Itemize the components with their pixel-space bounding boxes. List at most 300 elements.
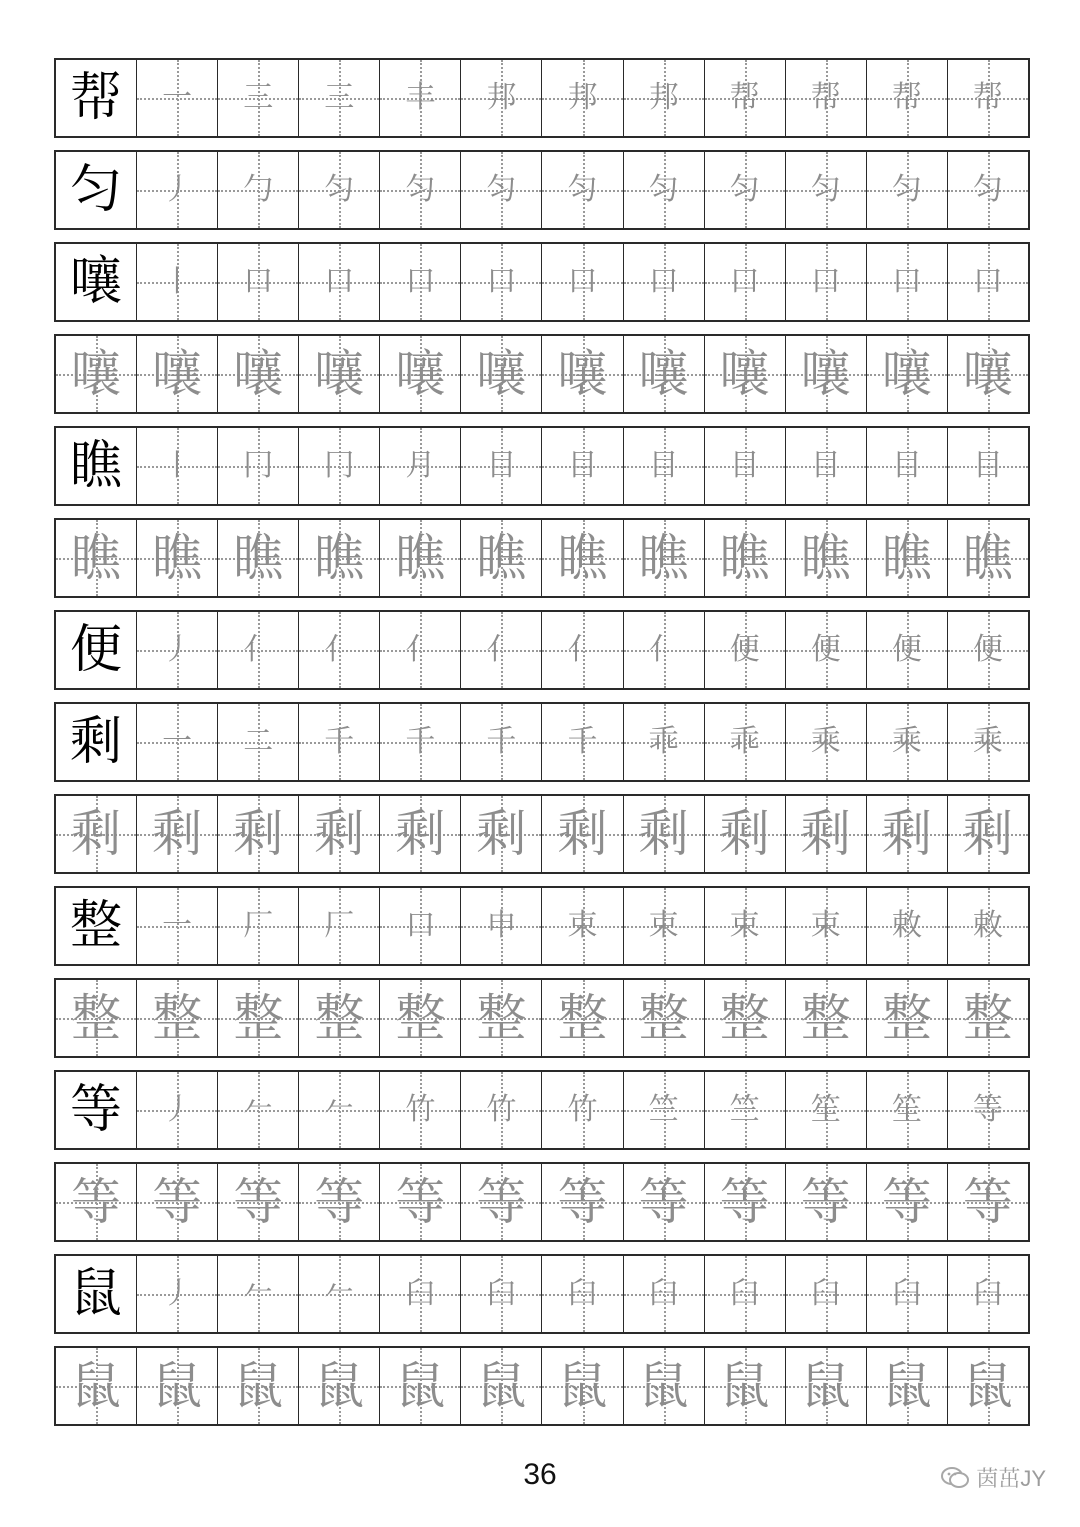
writing-grid-cell — [785, 1072, 866, 1148]
model-character-cell — [56, 428, 136, 504]
stroke-order-step: 束 — [729, 908, 760, 943]
model-character-cell — [56, 888, 136, 964]
stroke-order-step: 便 — [891, 632, 922, 667]
writing-grid-cell — [704, 1072, 785, 1148]
writing-grid-cell — [217, 152, 298, 228]
trace-character: 鼠 — [881, 1357, 932, 1415]
trace-character: 剩 — [638, 805, 689, 863]
writing-grid-cell — [379, 152, 460, 228]
trace-character: 嚷 — [233, 345, 284, 403]
practice-row — [54, 610, 1030, 690]
trace-character: 等 — [557, 1173, 608, 1231]
stroke-order-step: 敕 — [972, 908, 1003, 943]
practice-row — [54, 978, 1030, 1058]
stroke-order-step: 敕 — [891, 908, 922, 943]
writing-grid-cell — [866, 60, 947, 136]
model-character-cell — [56, 152, 136, 228]
stroke-order-step: 帮 — [729, 80, 760, 115]
writing-grid-cell — [866, 1072, 947, 1148]
stroke-order-step: 冂 — [243, 448, 274, 483]
trace-character: 剩 — [152, 805, 203, 863]
writing-grid-cell — [704, 152, 785, 228]
trace-character: 等 — [476, 1173, 527, 1231]
writing-grid-cell — [136, 1164, 217, 1240]
stroke-order-step: 月 — [405, 448, 436, 483]
writing-grid-cell — [136, 520, 217, 596]
trace-character: 等 — [962, 1173, 1013, 1231]
writing-grid-cell — [541, 336, 622, 412]
stroke-order-step: 千 — [567, 724, 598, 759]
writing-grid-cell — [136, 336, 217, 412]
writing-grid-cell — [541, 1256, 622, 1332]
writing-grid-cell — [704, 1164, 785, 1240]
writing-grid-cell — [704, 888, 785, 964]
stroke-order-step: 千 — [324, 724, 355, 759]
trace-character: 嚷 — [962, 345, 1013, 403]
writing-grid-cell — [136, 612, 217, 688]
writing-grid-cell — [379, 1164, 460, 1240]
stroke-order-step: 亻 — [405, 632, 436, 667]
writing-grid-cell — [866, 1348, 947, 1424]
stroke-order-step: 千 — [405, 724, 436, 759]
writing-grid-cell — [217, 612, 298, 688]
trace-character: 鼠 — [719, 1357, 770, 1415]
writing-grid-cell — [379, 796, 460, 872]
writing-grid-cell — [379, 336, 460, 412]
practice-row — [54, 794, 1030, 874]
stroke-order-step: 亻 — [324, 632, 355, 667]
stroke-order-step: 千 — [486, 724, 517, 759]
stroke-order-step: 匀 — [891, 172, 922, 207]
stroke-order-step: 等 — [972, 1092, 1003, 1127]
stroke-order-step: 臼 — [972, 1276, 1003, 1311]
writing-grid-cell — [460, 152, 541, 228]
trace-character: 鼠 — [233, 1357, 284, 1415]
stroke-order-step: 乘 — [891, 724, 922, 759]
writing-grid-cell — [947, 1348, 1028, 1424]
practice-row — [54, 150, 1030, 230]
stroke-order-step: 匀 — [810, 172, 841, 207]
writing-grid-cell — [541, 612, 622, 688]
writing-grid-cell — [541, 796, 622, 872]
writing-grid-cell — [460, 244, 541, 320]
writing-grid-cell — [541, 704, 622, 780]
writing-grid-cell — [298, 520, 379, 596]
trace-character: 嚷 — [557, 345, 608, 403]
writing-grid-cell — [460, 336, 541, 412]
stroke-order-step: 笙 — [891, 1092, 922, 1127]
trace-character: 鼠 — [71, 1357, 122, 1415]
writing-grid-cell — [866, 980, 947, 1056]
writing-grid-cell — [785, 888, 866, 964]
stroke-order-step: 帮 — [972, 80, 1003, 115]
page-number: 36 — [523, 1458, 557, 1491]
stroke-order-step: 丨 — [162, 264, 193, 299]
stroke-order-step: 臼 — [567, 1276, 598, 1311]
stroke-order-step: 臼 — [405, 1276, 436, 1311]
writing-grid-cell — [541, 888, 622, 964]
trace-character: 瞧 — [152, 529, 203, 587]
writing-grid-cell — [541, 60, 622, 136]
trace-character: 瞧 — [476, 529, 527, 587]
writing-grid-cell — [379, 704, 460, 780]
writing-grid-cell — [217, 1072, 298, 1148]
trace-character-cell — [56, 520, 136, 596]
writing-grid-cell — [460, 60, 541, 136]
stroke-order-step: 束 — [567, 908, 598, 943]
trace-character: 整 — [800, 989, 851, 1047]
writing-grid-cell — [704, 612, 785, 688]
writing-grid-cell — [704, 796, 785, 872]
writing-grid-cell — [785, 428, 866, 504]
writing-grid-cell — [136, 152, 217, 228]
trace-character: 瞧 — [233, 529, 284, 587]
stroke-order-step: 丿 — [162, 1276, 193, 1311]
writing-grid-cell — [298, 888, 379, 964]
writing-grid-cell — [298, 1072, 379, 1148]
stroke-order-step: 匀 — [405, 172, 436, 207]
writing-grid-cell — [298, 796, 379, 872]
model-character-cell — [56, 1256, 136, 1332]
writing-grid-cell — [217, 980, 298, 1056]
stroke-order-step: 𠂉 — [324, 1276, 355, 1311]
trace-character: 鼠 — [557, 1357, 608, 1415]
writing-grid-cell — [136, 1348, 217, 1424]
writing-grid-cell — [541, 152, 622, 228]
trace-character: 整 — [314, 989, 365, 1047]
trace-character: 整 — [476, 989, 527, 1047]
writing-grid-cell — [217, 428, 298, 504]
practice-row — [54, 886, 1030, 966]
trace-character: 整 — [638, 989, 689, 1047]
stroke-order-step: 竹 — [567, 1092, 598, 1127]
stroke-order-step: 亻 — [567, 632, 598, 667]
writing-grid-cell — [541, 1164, 622, 1240]
writing-grid-cell — [136, 1256, 217, 1332]
writing-grid-cell — [623, 244, 704, 320]
writing-grid-cell — [947, 612, 1028, 688]
trace-character: 剩 — [800, 805, 851, 863]
writing-grid-cell — [217, 520, 298, 596]
writing-grid-cell — [785, 244, 866, 320]
trace-character: 鼠 — [638, 1357, 689, 1415]
trace-character: 瞧 — [800, 529, 851, 587]
writing-grid-cell — [298, 612, 379, 688]
stroke-order-step: 丿 — [162, 632, 193, 667]
writing-grid-cell — [379, 520, 460, 596]
model-character: 嚷 — [70, 252, 123, 312]
writing-grid-cell — [460, 980, 541, 1056]
writing-grid-cell — [623, 980, 704, 1056]
stroke-order-step: 一 — [162, 80, 193, 115]
trace-character: 鼠 — [476, 1357, 527, 1415]
writing-grid-cell — [947, 60, 1028, 136]
stroke-order-step: 口 — [324, 264, 355, 299]
wechat-icon — [940, 1465, 970, 1491]
stroke-order-step: 目 — [972, 448, 1003, 483]
model-character: 帮 — [70, 68, 123, 128]
stroke-order-step: 口 — [648, 264, 679, 299]
stroke-order-step: 申 — [486, 908, 517, 943]
model-character: 鼠 — [70, 1264, 123, 1324]
stroke-order-step: 匀 — [972, 172, 1003, 207]
practice-sheet — [54, 58, 1030, 1438]
writing-grid-cell — [947, 152, 1028, 228]
writing-grid-cell — [704, 980, 785, 1056]
stroke-order-step: 目 — [810, 448, 841, 483]
stroke-order-step: 𠂉 — [243, 1092, 274, 1127]
writing-grid-cell — [460, 612, 541, 688]
writing-grid-cell — [704, 428, 785, 504]
writing-grid-cell — [217, 1348, 298, 1424]
writing-grid-cell — [704, 244, 785, 320]
stroke-order-step: 匀 — [324, 172, 355, 207]
stroke-order-step: 邦 — [648, 80, 679, 115]
stroke-order-step: 臼 — [810, 1276, 841, 1311]
trace-character: 剩 — [476, 805, 527, 863]
writing-grid-cell — [623, 612, 704, 688]
writing-grid-cell — [704, 704, 785, 780]
trace-character: 瞧 — [638, 529, 689, 587]
stroke-order-step: 匀 — [567, 172, 598, 207]
trace-character: 整 — [233, 989, 284, 1047]
practice-row — [54, 426, 1030, 506]
writing-grid-cell — [460, 428, 541, 504]
writing-grid-cell — [460, 1072, 541, 1148]
trace-character: 瞧 — [719, 529, 770, 587]
stroke-order-step: 束 — [810, 908, 841, 943]
trace-character: 剩 — [314, 805, 365, 863]
writing-grid-cell — [866, 888, 947, 964]
stroke-order-step: 二 — [243, 724, 274, 759]
trace-character: 整 — [71, 989, 122, 1047]
writing-grid-cell — [460, 1256, 541, 1332]
trace-character: 等 — [719, 1173, 770, 1231]
stroke-order-step: 臼 — [729, 1276, 760, 1311]
writing-grid-cell — [704, 336, 785, 412]
model-character: 瞧 — [70, 436, 123, 496]
writing-grid-cell — [298, 428, 379, 504]
writing-grid-cell — [623, 520, 704, 596]
trace-character-cell — [56, 1348, 136, 1424]
practice-row — [54, 1070, 1030, 1150]
stroke-order-step: 便 — [810, 632, 841, 667]
stroke-order-step: 口 — [891, 264, 922, 299]
writing-grid-cell — [866, 428, 947, 504]
writing-grid-cell — [785, 152, 866, 228]
trace-character: 剩 — [71, 805, 122, 863]
writing-grid-cell — [217, 1164, 298, 1240]
writing-grid-cell — [947, 980, 1028, 1056]
writing-grid-cell — [136, 1072, 217, 1148]
writing-grid-cell — [460, 704, 541, 780]
writing-grid-cell — [947, 704, 1028, 780]
writing-grid-cell — [704, 60, 785, 136]
writing-grid-cell — [217, 704, 298, 780]
stroke-order-step: 竺 — [729, 1092, 760, 1127]
trace-character: 嚷 — [395, 345, 446, 403]
trace-character: 等 — [881, 1173, 932, 1231]
writing-grid-cell — [785, 980, 866, 1056]
writing-grid-cell — [136, 244, 217, 320]
writing-grid-cell — [704, 1348, 785, 1424]
writing-grid-cell — [947, 428, 1028, 504]
stroke-order-step: 一 — [162, 908, 193, 943]
trace-character: 瞧 — [395, 529, 446, 587]
practice-row — [54, 1162, 1030, 1242]
writing-grid-cell — [136, 60, 217, 136]
trace-character: 瞧 — [71, 529, 122, 587]
stroke-order-step: 勹 — [243, 172, 274, 207]
writing-grid-cell — [623, 336, 704, 412]
writing-grid-cell — [623, 1348, 704, 1424]
writing-grid-cell — [947, 336, 1028, 412]
trace-character: 等 — [395, 1173, 446, 1231]
practice-row — [54, 58, 1030, 138]
trace-character: 等 — [314, 1173, 365, 1231]
trace-character: 鼠 — [962, 1357, 1013, 1415]
stroke-order-step: 臼 — [648, 1276, 679, 1311]
writing-grid-cell — [379, 1072, 460, 1148]
writing-grid-cell — [298, 152, 379, 228]
writing-grid-cell — [866, 1164, 947, 1240]
writing-grid-cell — [379, 888, 460, 964]
writing-grid-cell — [541, 244, 622, 320]
trace-character: 瞧 — [962, 529, 1013, 587]
trace-character-cell — [56, 980, 136, 1056]
trace-character: 嚷 — [800, 345, 851, 403]
watermark-text: 茵茁JY — [976, 1466, 1046, 1491]
stroke-order-step: 𠂉 — [243, 1276, 274, 1311]
stroke-order-step: 一 — [162, 724, 193, 759]
trace-character: 鼠 — [395, 1357, 446, 1415]
stroke-order-step: 臼 — [486, 1276, 517, 1311]
trace-character: 嚷 — [638, 345, 689, 403]
practice-row — [54, 242, 1030, 322]
writing-grid-cell — [379, 980, 460, 1056]
trace-character: 嚷 — [719, 345, 770, 403]
stroke-order-step: 目 — [891, 448, 922, 483]
trace-character: 嚷 — [314, 345, 365, 403]
stroke-order-step: 亻 — [486, 632, 517, 667]
stroke-order-step: 口 — [486, 264, 517, 299]
stroke-order-step: 口 — [810, 264, 841, 299]
writing-grid-cell — [136, 796, 217, 872]
writing-grid-cell — [623, 60, 704, 136]
writing-grid-cell — [136, 428, 217, 504]
trace-character: 剩 — [557, 805, 608, 863]
model-character: 整 — [70, 896, 123, 956]
writing-grid-cell — [541, 520, 622, 596]
model-character-cell — [56, 612, 136, 688]
writing-grid-cell — [460, 1164, 541, 1240]
trace-character: 等 — [638, 1173, 689, 1231]
writing-grid-cell — [623, 1072, 704, 1148]
writing-grid-cell — [947, 1164, 1028, 1240]
stroke-order-step: 邦 — [486, 80, 517, 115]
writing-grid-cell — [947, 1256, 1028, 1332]
practice-row — [54, 1254, 1030, 1334]
writing-grid-cell — [866, 152, 947, 228]
writing-grid-cell — [623, 1164, 704, 1240]
stroke-order-step: 乘 — [972, 724, 1003, 759]
writing-grid-cell — [298, 1256, 379, 1332]
writing-grid-cell — [623, 1256, 704, 1332]
writing-grid-cell — [379, 244, 460, 320]
model-character-cell — [56, 60, 136, 136]
writing-grid-cell — [541, 1072, 622, 1148]
stroke-order-step: 口 — [243, 264, 274, 299]
writing-grid-cell — [785, 60, 866, 136]
writing-grid-cell — [136, 888, 217, 964]
writing-grid-cell — [298, 980, 379, 1056]
writing-grid-cell — [379, 428, 460, 504]
stroke-order-step: 竹 — [486, 1092, 517, 1127]
writing-grid-cell — [623, 704, 704, 780]
practice-row — [54, 334, 1030, 414]
stroke-order-step: 𠂉 — [324, 1092, 355, 1127]
stroke-order-step: 三 — [243, 80, 274, 115]
writing-grid-cell — [866, 1256, 947, 1332]
writing-grid-cell — [623, 888, 704, 964]
writing-grid-cell — [866, 704, 947, 780]
trace-character: 剩 — [881, 805, 932, 863]
trace-character: 剩 — [719, 805, 770, 863]
writing-grid-cell — [298, 60, 379, 136]
stroke-order-step: 冂 — [324, 448, 355, 483]
trace-character: 嚷 — [881, 345, 932, 403]
writing-grid-cell — [217, 60, 298, 136]
trace-character-cell — [56, 796, 136, 872]
trace-character: 整 — [395, 989, 446, 1047]
writing-grid-cell — [866, 244, 947, 320]
writing-grid-cell — [379, 1348, 460, 1424]
trace-character-cell — [56, 1164, 136, 1240]
model-character-cell — [56, 704, 136, 780]
stroke-order-step: 亻 — [243, 632, 274, 667]
practice-row — [54, 518, 1030, 598]
trace-character: 嚷 — [476, 345, 527, 403]
stroke-order-step: 丿 — [162, 1092, 193, 1127]
writing-grid-cell — [460, 796, 541, 872]
writing-grid-cell — [785, 1348, 866, 1424]
trace-character: 瞧 — [314, 529, 365, 587]
writing-grid-cell — [541, 428, 622, 504]
trace-character: 等 — [152, 1173, 203, 1231]
writing-grid-cell — [947, 1072, 1028, 1148]
writing-grid-cell — [785, 520, 866, 596]
trace-character: 鼠 — [152, 1357, 203, 1415]
writing-grid-cell — [785, 1256, 866, 1332]
stroke-order-step: 匀 — [729, 172, 760, 207]
writing-grid-cell — [217, 796, 298, 872]
trace-character: 鼠 — [800, 1357, 851, 1415]
stroke-order-step: 目 — [729, 448, 760, 483]
stroke-order-step: 帮 — [891, 80, 922, 115]
writing-grid-cell — [704, 520, 785, 596]
trace-character: 整 — [962, 989, 1013, 1047]
stroke-order-step: 臼 — [891, 1276, 922, 1311]
writing-grid-cell — [298, 336, 379, 412]
trace-character: 整 — [557, 989, 608, 1047]
practice-row — [54, 1346, 1030, 1426]
writing-grid-cell — [379, 60, 460, 136]
trace-character: 嚷 — [152, 345, 203, 403]
stroke-order-step: 目 — [486, 448, 517, 483]
stroke-order-step: 乘 — [810, 724, 841, 759]
writing-grid-cell — [379, 612, 460, 688]
trace-character-cell — [56, 336, 136, 412]
